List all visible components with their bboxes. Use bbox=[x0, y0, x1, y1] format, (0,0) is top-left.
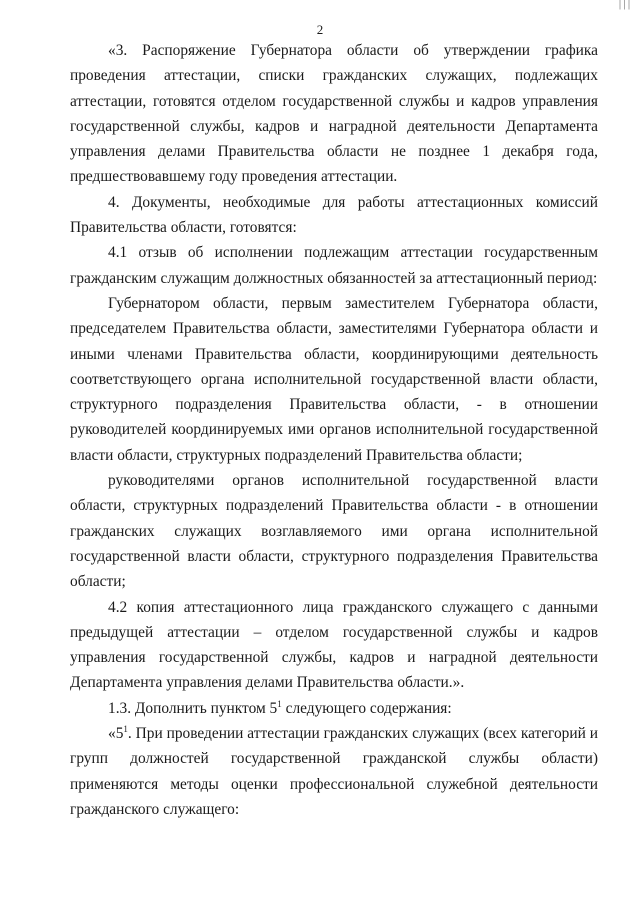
amendment-text-end: следующего содержания: bbox=[281, 699, 452, 717]
paragraph-heads-reviewers: руководителями органов исполнительной государственной власти области, структурных подразделений Правительства области - в отношении гражданских служащих возглавляемого ими органа исполнительной государственной власти области, структурного подразделения Правительства области; bbox=[70, 472, 598, 591]
document-body bbox=[70, 38, 598, 822]
paragraph-item-4-2-copy: 4.2 копия аттестационного лица гражданского служащего с данными предыдущей аттестации – отделом государственной службы и кадров управления государственной службы, кадров и наградной деятельности Департамента управления делами Правительства области.». bbox=[70, 598, 598, 692]
methods-superscript: 1 bbox=[123, 724, 128, 735]
paragraph-item-3-schedule: «3. Распоряжение Губернатора области об утверждении графика проведения аттестации, списки гражданских служащих, подлежащих аттестации, готовятся отделом государственной службы и кадров управления государственной службы, кадров и наградной деятельности Департамента управления делами Правительства области не позднее 1 декабря года, предшествовавшему году проведения аттестации. bbox=[70, 42, 598, 186]
paragraph-item-4-1-review: 4.1 отзыв об исполнении подлежащим аттестации государственным гражданским служащим должностных обязанностей за аттестационный период: bbox=[70, 244, 598, 287]
paragraph-item-5-1-methods bbox=[70, 721, 598, 822]
paragraph-item-4-documents: 4. Документы, необходимые для работы аттестационных комиссий Правительства области, готовятся: bbox=[70, 193, 598, 237]
methods-text-end: . При проведении аттестации гражданских служащих (всех категорий и групп должностей государственной гражданской службы области) применяются методы оценки профессиональной служебной деятельности гражданского служащего: bbox=[70, 725, 598, 818]
page-number: 2 bbox=[316, 22, 324, 37]
amendment-text-start: 1.3. Дополнить пунктом 5 bbox=[108, 699, 278, 717]
methods-text-start: «5 bbox=[108, 725, 124, 743]
paragraph-item-1-3-amendment bbox=[70, 696, 598, 721]
paragraph-governor-reviewers: Губернатором области, первым заместителем Губернатора области, председателем Правительства области, заместителями Губернатора области и иными членами Правительства области, координирующими деятельность соответствующего органа исполнительной государственной власти области, структурного подразделения Правительства области, - в отношении руководителей координируемых ими органов исполнительной государственной власти области, структурных подразделений Правительства области; bbox=[70, 294, 598, 464]
page-corner-mark: | | | bbox=[618, 0, 630, 10]
amendment-superscript: 1 bbox=[277, 698, 282, 709]
